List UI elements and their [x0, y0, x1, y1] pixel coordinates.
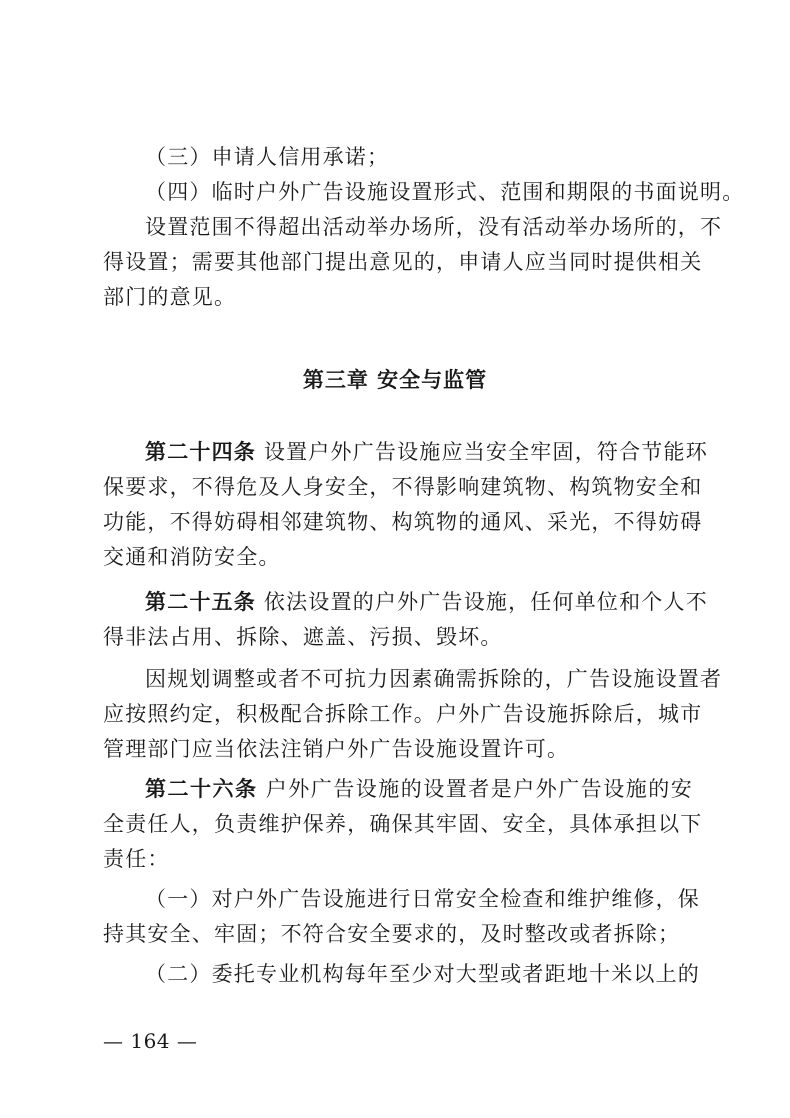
article-24-line [145, 438, 708, 466]
article-26-item: （一）对户外广告设施进行日常安全检查和维护维修，保 [145, 887, 700, 911]
article-25-line [145, 588, 708, 616]
article-24-line: 交通和消防安全。 [103, 545, 281, 569]
article-label: 第二十五条 [145, 590, 256, 614]
article-label: 第二十六条 [145, 777, 258, 801]
article-25-line: 应按照约定，积极配合拆除工作。户外广告设施拆除后，城市 [103, 702, 703, 726]
article-26-line: 全责任人，负责维护保养，确保其牢固、安全，具体承担以下 [103, 812, 703, 836]
article-25-line: 因规划调整或者不可抗力因素确需拆除的，广告设施设置者 [145, 667, 723, 691]
article-text: 设置户外广告设施应当安全牢固，符合节能环 [263, 440, 708, 464]
article-25-line: 得非法占用、拆除、遮盖、污损、毁坏。 [103, 625, 503, 649]
page-number: — 164 — [103, 1029, 198, 1053]
article-26-line: 责任： [103, 847, 170, 871]
article-label: 第二十四条 [145, 440, 256, 464]
article-26-item: （二）委托专业机构每年至少对大型或者距地十米以上的 [145, 962, 700, 986]
article-24-line: 功能，不得妨碍相邻建筑物、构筑物的通风、采光，不得妨碍 [103, 510, 703, 534]
article-25-line: 管理部门应当依法注销户外广告设施设置许可。 [103, 737, 570, 761]
item-three: （三）申请人信用承诺； [145, 145, 390, 169]
item-four: （四）临时户外广告设施设置形式、范围和期限的书面说明。 [145, 180, 745, 204]
article-26-line [145, 775, 693, 803]
paragraph-line: 部门的意见。 [103, 285, 237, 309]
paragraph-line: 得设置；需要其他部门提出意见的，申请人应当同时提供相关 [103, 250, 703, 274]
article-text: 户外广告设施的设置者是户外广告设施的安 [265, 777, 693, 801]
article-24-line: 保要求，不得危及人身安全，不得影响建筑物、构筑物安全和 [103, 475, 703, 499]
paragraph-line: 设置范围不得超出活动举办场所，没有活动举办场所的，不 [145, 215, 723, 239]
chapter-heading: 第三章 安全与监管 [302, 368, 488, 392]
article-26-item: 持其安全、牢固；不符合安全要求的，及时整改或者拆除； [103, 922, 681, 946]
article-text: 依法设置的户外广告设施，任何单位和个人不 [263, 590, 708, 614]
